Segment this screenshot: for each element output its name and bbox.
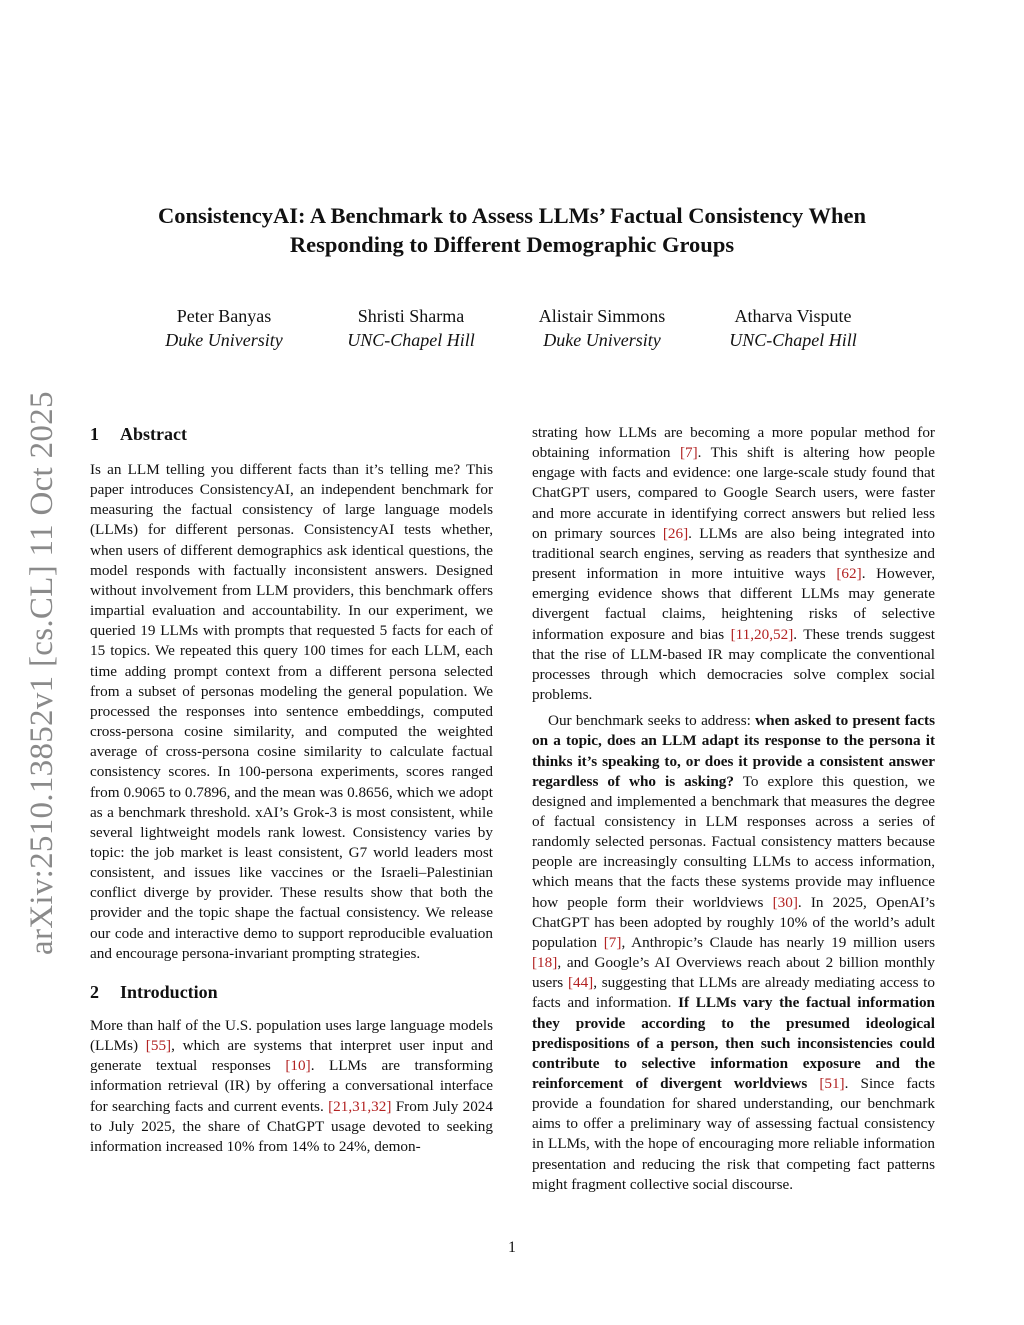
text-run: Our benchmark seeks to address: xyxy=(548,712,756,730)
citation-link[interactable]: [7] xyxy=(603,933,622,951)
author-affiliation: Duke University xyxy=(165,330,283,350)
author-name: Atharva Vispute xyxy=(734,306,852,326)
text-run: . However, emerging evidence shows that different LLMs may generate divergent factual claims, heightening risks of selective information exposure and bias xyxy=(532,565,935,643)
citation-link[interactable]: [30] xyxy=(772,893,798,911)
text-run: , suggesting that LLMs are already mediating access to facts and information. xyxy=(532,974,935,1012)
paper-title xyxy=(100,201,924,259)
author-name: Shristi Sharma xyxy=(357,306,465,326)
text-run: , and Google’s AI Overviews reach about 2 billion monthly users xyxy=(532,954,935,992)
left-column xyxy=(90,422,493,1157)
text-run: . LLMs are transforming information retrieval (IR) by offering a conversational interface for searching facts and current events. xyxy=(90,1057,493,1115)
section-heading-abstract xyxy=(90,422,493,446)
citation-link[interactable]: [18] xyxy=(532,954,558,972)
section-title: Introduction xyxy=(120,981,218,1002)
author-block xyxy=(143,304,305,352)
author-name: Peter Banyas xyxy=(176,306,272,326)
paper-title-line: ConsistencyAI: A Benchmark to Assess LLMs’ Factual Consistency When xyxy=(158,203,866,228)
abstract-paragraph: Is an LLM telling you different facts than it’s telling me? This paper introduces ConsistencyAI, an independent benchmark for measuring the factual consistency of large language models (LLMs) for different personas. ConsistencyAI tests whether, when users of different demographics ask identical questions, the model responds with factually inconsistent answers. Designed without involvement from LLM providers, this benchmark offers impartial evaluation and accountability. In our experiment, we queried 19 LLMs with prompts that requested 5 facts for each of 15 topics. We repeated this query 100 times for each LLM, each time adding prompt context from a different persona selected from a subset of personas modeling the general population. We processed the responses into sentence embeddings, computed cross-persona cosine similarity, and computed the weighted average of cross-persona cosine similarity to calculate factual consistency scores. In 100-persona experiments, scores ranged from 0.9065 to 0.7896, and the mean was 0.8656, which we adopt as a benchmark threshold. xAI’s Grok-3 is most consistent, while several lightweight models rank lowest. Consistency varies by topic: the job market is least consistent, G7 world leaders most consistent, and issues like vaccines or the Israeli–Palestinian conflict diverge by provider. These results show that both the provider and the topic shape the factual consistency. We release our code and interactive demo to support reproducible evaluation and encourage persona-invariant prompting strategies. xyxy=(90,461,493,962)
section-number: 1 xyxy=(90,424,99,444)
intro-paragraph xyxy=(90,1016,493,1157)
author-affiliation: UNC-Chapel Hill xyxy=(729,330,857,350)
page-number: 1 xyxy=(508,1239,516,1256)
text-run: , which are systems that interpret user input and generate textual responses xyxy=(90,1037,493,1075)
text-run: . This shift is altering how people engage with facts and evidence: one large-scale study found that ChatGPT users, compared to Google Search users, were faster and more accurate in identifying correct answers but relied less on primary sources xyxy=(532,444,935,542)
intro-paragraph xyxy=(532,711,935,1195)
intro-paragraph xyxy=(532,423,935,705)
right-column xyxy=(532,423,935,1195)
text-run: To explore this question, we designed and implemented a benchmark that measures the degree of factual consistency in LLM responses across a series of randomly selected personas. Factual consistency matters because people are increasingly consulting LLMs to access information, which means that the facts these systems provide may influence how people form their worldviews xyxy=(532,772,935,911)
section-title: Abstract xyxy=(120,424,187,444)
section-heading-introduction xyxy=(90,980,493,1004)
citation-link[interactable]: [7] xyxy=(679,444,698,462)
author-block xyxy=(521,304,683,352)
citation-link[interactable]: [11,20,52] xyxy=(730,625,794,643)
text-run xyxy=(807,1075,819,1092)
author-name: Alistair Simmons xyxy=(538,306,666,326)
author-affiliation: Duke University xyxy=(543,330,661,350)
author-affiliation: UNC-Chapel Hill xyxy=(347,330,475,350)
text-run: More than half of the U.S. population uses large language models (LLMs) xyxy=(90,1016,493,1055)
arxiv-identifier: arXiv:2510.13852v1 [cs.CL] 11 Oct 2025 xyxy=(24,391,60,955)
paper-title-line: Responding to Different Demographic Groups xyxy=(289,232,735,257)
text-run: strating how LLMs are becoming a more popular method for obtaining information xyxy=(532,424,935,462)
author-block xyxy=(712,304,874,352)
text-run: . Since facts provide a foundation for shared understanding, our benchmark aims to offer a preliminary way of assessing factual consistency in LLMs, with the hope of encouraging more reliable information presentation and reducing the risk that competing fact patterns might fragment collective social discourse. xyxy=(532,1075,935,1193)
citation-link[interactable]: [10] xyxy=(285,1057,311,1075)
text-run: . In 2025, OpenAI’s ChatGPT has been adopted by roughly 10% of the world’s adult population xyxy=(532,893,936,951)
text-run: . LLMs are also being integrated into traditional search engines, serving as readers that synthesize and present information in more intuitive ways xyxy=(532,524,936,583)
text-run: From July 2024 to July 2025, the share of ChatGPT usage devoted to seeking information increased 10% from 14% to 24%, demon- xyxy=(90,1097,493,1155)
citation-link[interactable]: [62] xyxy=(836,565,862,583)
citation-link[interactable]: [51] xyxy=(819,1075,845,1092)
bold-claim: If LLMs vary the factual information they provide according to the presumed ideological predispositions of a person, then such inconsistencies could contribute to selective information exposure and the reinforcement of divergent worldviews xyxy=(532,994,935,1092)
citation-link[interactable]: [21,31,32] xyxy=(328,1097,392,1115)
text-run: , Anthropic’s Claude has nearly 19 million users xyxy=(621,933,935,951)
citation-link[interactable]: [55] xyxy=(145,1037,172,1055)
bold-research-question: when asked to present facts on a topic, does an LLM adapt its response to the persona it thinks it’s speaking to, or does it provide a consistent answer regardless of who is asking? xyxy=(532,712,935,790)
section-number: 2 xyxy=(90,981,99,1002)
citation-link[interactable]: [26] xyxy=(662,524,689,542)
citation-link[interactable]: [44] xyxy=(567,974,594,992)
author-block xyxy=(330,304,492,352)
text-run: . These trends suggest that the rise of LLM-based IR may complicate the conventional processes through which democracies solve complex social problems. xyxy=(532,625,935,704)
